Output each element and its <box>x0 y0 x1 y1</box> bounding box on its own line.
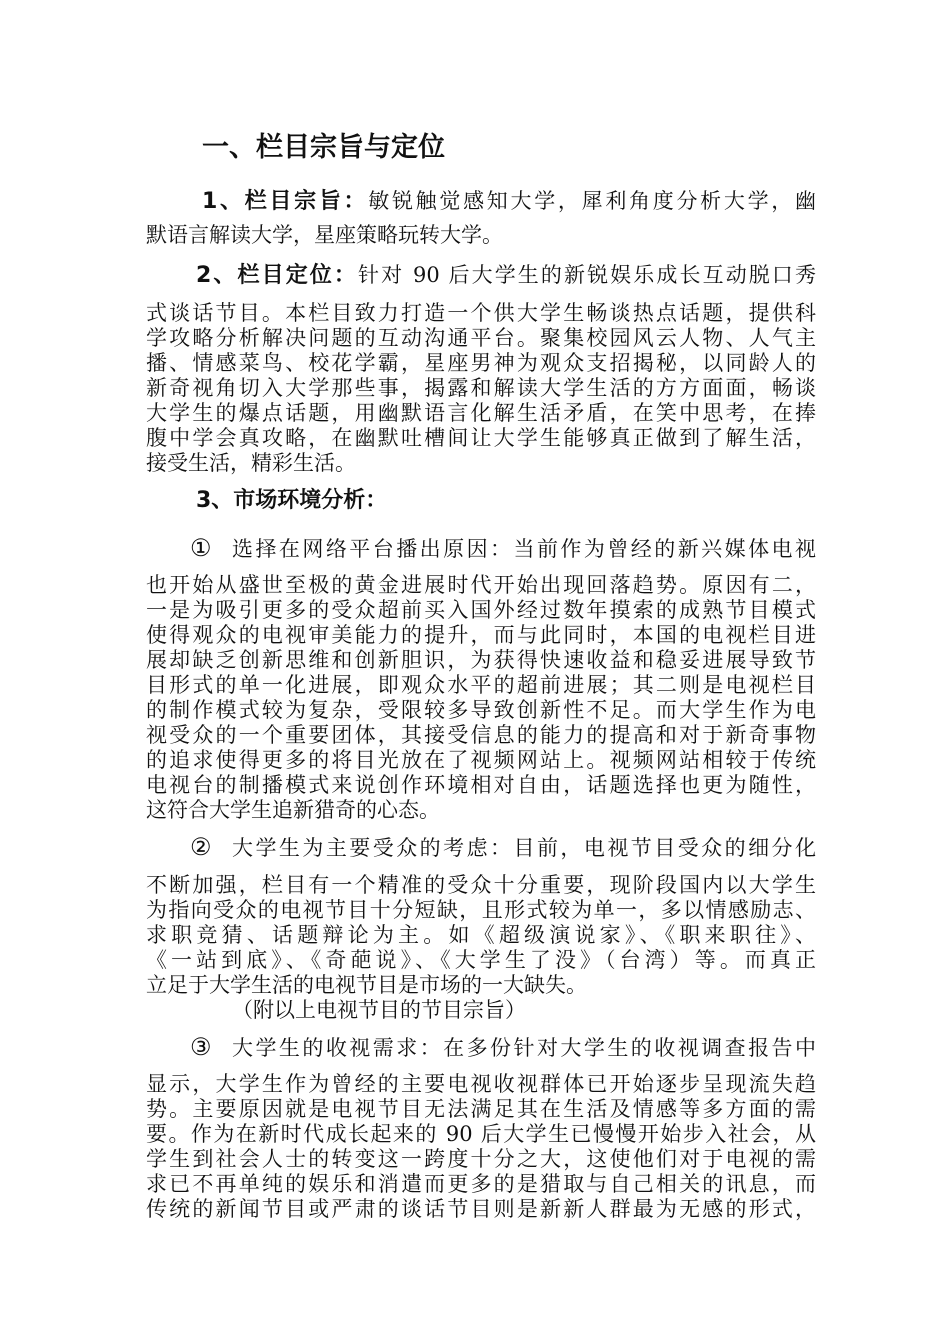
point-2-lead: 大学生为主要受众的考虑：目前，电视节目受众的细分化 <box>231 836 816 860</box>
purpose-line: 默语言解读大学，星座策略玩转大学。 <box>146 223 503 247</box>
positioning-line: 新奇视角切入大学那些事，揭露和解读大学生活的方方面面，畅谈 <box>146 376 816 400</box>
purpose-text: 敏锐触觉感知大学，犀利角度分析大学，幽 <box>368 189 816 213</box>
point-3-line: 学生到社会人士的转变这一跨度十分之大，这使他们对于电视的需 <box>146 1147 816 1171</box>
point-3-lead: 大学生的收视需求：在多份针对大学生的收视调查报告中 <box>231 1036 816 1060</box>
point-2-note: （附以上电视节目的节目宗旨） <box>232 998 526 1022</box>
point-1-line: 的制作模式较为复杂，受限较多导致创新性不足。而大学生作为电 <box>146 698 816 722</box>
point-2-number: ② <box>190 834 214 861</box>
point-1-first-line <box>190 535 816 562</box>
point-2-line: 立足于大学生活的电视节目是市场的一大缺失。 <box>146 973 587 997</box>
point-3-number: ③ <box>190 1034 214 1061</box>
point-2-line: 为指向受众的电视节目十分短缺，且形式较为单一，多以情感励志、 <box>146 898 816 922</box>
point-1-line: 也开始从盛世至极的黄金进展时代开始出现回落趋势。原因有二， <box>146 573 816 597</box>
point-3-line: 势。主要原因就是电视节目无法满足其在生活及情感等多方面的需 <box>146 1097 816 1121</box>
positioning-line: 学攻略分析解决问题的互动沟通平台。聚集校园风云人物、人气主 <box>146 326 816 350</box>
positioning-line: 大学生的爆点话题，用幽默语言化解生活矛盾，在笑中思考，在捧 <box>146 401 816 425</box>
positioning-text: 针对 90 后大学生的新锐娱乐成长互动脱口秀 <box>358 263 816 287</box>
positioning-paragraph-first-line <box>196 262 816 289</box>
market-analysis-heading <box>196 487 866 514</box>
positioning-line: 式谈话节目。本栏目致力打造一个供大学生畅谈热点话题，提供科 <box>146 301 816 325</box>
positioning-label: 2、栏目定位： <box>196 263 359 288</box>
point-1-line: 目形式的单一化进展，即观众水平的超前进展；其二则是电视栏目 <box>146 673 816 697</box>
point-3-line: 要。作为在新时代成长起来的 90 后大学生已慢慢开始步入社会，从 <box>146 1122 816 1146</box>
point-3-line: 求已不再单纯的娱乐和消遣而更多的是猎取与自己相关的讯息，而 <box>146 1172 816 1196</box>
point-3-line: 传统的新闻节目或严肃的谈话节目则是新新人群最为无感的形式， <box>146 1197 816 1221</box>
positioning-line: 播、情感菜鸟、校花学霸，星座男神为观众支招揭秘，以同龄人的 <box>146 351 816 375</box>
point-2-line: 求职竞猜、话题辩论为主。如《超级演说家》、《职来职往》、 <box>146 923 816 947</box>
point-3-first-line <box>190 1034 816 1061</box>
point-1-line: 这符合大学生追新猎奇的心态。 <box>146 798 440 822</box>
point-1-line: 一是为吸引更多的受众超前买入国外经过数年摸索的成熟节目模式 <box>146 598 816 622</box>
positioning-line: 腹中学会真攻略，在幽默吐槽间让大学生能够真正做到了解生活， <box>146 426 816 450</box>
point-2-line: 《一站到底》、《奇葩说》、《大学生了没》（台湾）等。而真正 <box>146 948 816 972</box>
section-heading: 一、栏目宗旨与定位 <box>202 132 445 163</box>
point-1-line: 使得观众的电视审美能力的提升，而与此同时，本国的电视栏目进 <box>146 623 816 647</box>
point-1-lead: 选择在网络平台播出原因：当前作为曾经的新兴媒体电视 <box>231 537 816 561</box>
purpose-paragraph-first-line <box>202 188 816 215</box>
point-1-number: ① <box>190 535 214 562</box>
point-2-line: 不断加强，栏目有一个精准的受众十分重要，现阶段国内以大学生 <box>146 873 816 897</box>
purpose-label: 1、栏目宗旨： <box>202 189 369 214</box>
point-1-line: 展却缺乏创新思维和创新胆识，为获得快速收益和稳妥进展导致节 <box>146 648 816 672</box>
point-2-first-line <box>190 834 816 861</box>
point-1-line: 的追求使得更多的将目光放在了视频网站上。视频网站相较于传统 <box>146 748 816 772</box>
market-analysis-label: 3、市场环境分析： <box>196 488 388 513</box>
point-1-line: 视受众的一个重要团体，其接受信息的能力的提高和对于新奇事物 <box>146 723 816 747</box>
point-3-line: 显示，大学生作为曾经的主要电视收视群体已开始逐步呈现流失趋 <box>146 1072 816 1096</box>
positioning-line: 接受生活，精彩生活。 <box>146 451 356 475</box>
point-1-line: 电视台的制播模式来说创作环境相对自由，话题选择也更为随性， <box>146 773 816 797</box>
